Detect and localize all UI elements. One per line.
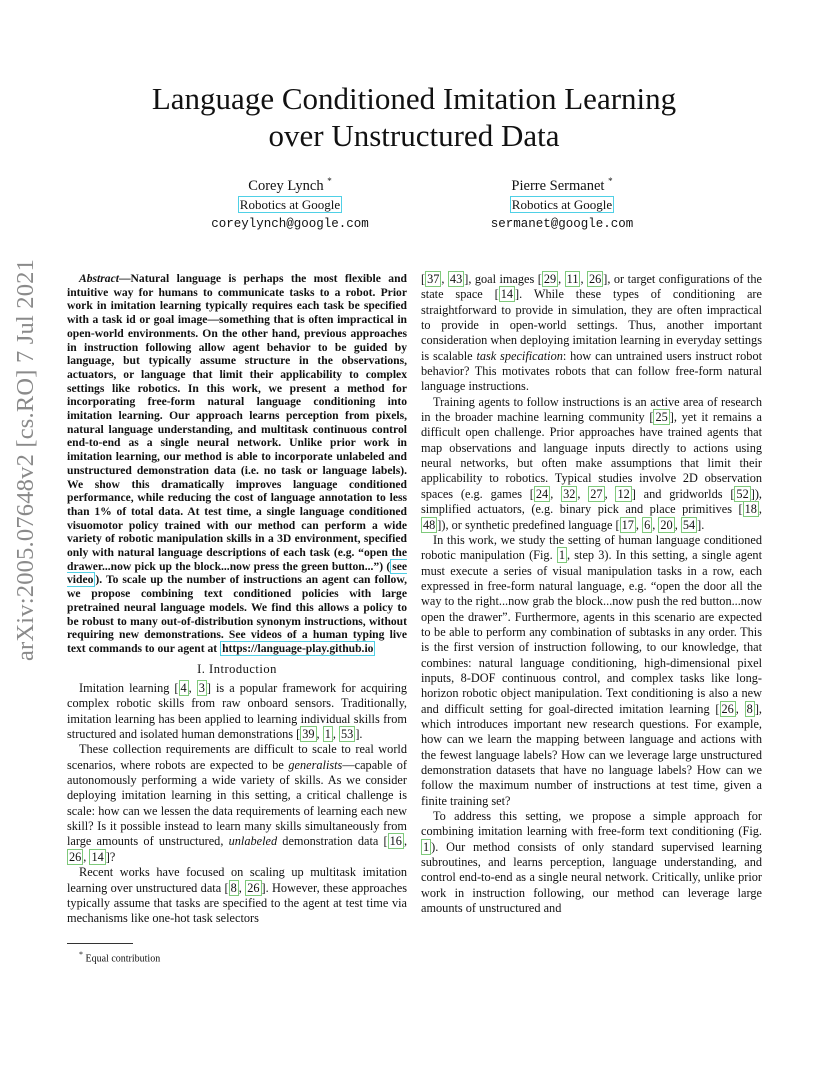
intro-paragraph-5: Training agents to follow instructions is an active area of research in the broader machine learning community [ 25 ], yet it remains a difficult open challenge. Prior approaches have trained agents that map observations and language inputs directly to actions using neural networks, but often make assumptions that limit their applicability to robotics. Typical studies involve 2D observation spaces (e.g. games [ 24 , 32 , 27 , 12 ] and gridworlds [ 52 ]), simplified actuators, (e.g. binary pick and place primitives [ 18 , 48 ]), or synthetic predefined language [ 17 , 6 , 20 , 54 ].: [421, 394, 762, 532]
intro-paragraph-7: To address this setting, we propose a simple approach for combining imitation learning with free-form text conditioning (Fig. 1 ). Our method consists of only standard supervised learning subroutines, and learns perception, language understanding, and control end-to-end as a single neural network. Critically, unlike prior work in instruction following, our method can leverage large amounts of unstructured and: [421, 809, 762, 916]
intro-paragraph-3: Recent works have focused on scaling up multitask imitation learning over unstructured data [ 8 , 26 ]. However, these approaches typically assume that tasks are specified to the agent at test time via mechanisms like one-hot task selectors: [67, 865, 407, 926]
citation-link[interactable]: 25: [655, 410, 668, 425]
title-line-1: Language Conditioned Imitation Learning: [151, 81, 677, 116]
citation-link[interactable]: 4: [180, 681, 187, 696]
author-name: Pierre Sermanet *: [511, 176, 613, 194]
citation-link[interactable]: 8: [746, 701, 753, 716]
author-email: sermanet@google.com: [490, 216, 634, 231]
citation-link[interactable]: 18: [744, 502, 757, 517]
section-heading-introduction: I. Introduction: [197, 661, 277, 676]
citation-link[interactable]: 37: [427, 272, 440, 286]
right-column: [421, 272, 762, 916]
arxiv-sidebar: [4, 200, 48, 720]
citation-link[interactable]: 24: [535, 486, 549, 501]
citation-link[interactable]: 16: [389, 834, 402, 849]
intro-paragraph-4: [ 37 , 43 ], goal images [ 29 , 11 , 26 ], or target configurations of the state space [ 14 ]. While these types of conditioning are straightforward to provide in simulation, they are often impractical to provide in open-world settings. Thus, another important consideration when deploying imitation learning in everyday settings is scalable task specification: how can untrained users instruct robot behavior? This motivates robots that can follow free-form natural language instructions.: [421, 272, 763, 394]
author-name: Corey Lynch *: [248, 176, 332, 194]
author-affiliation-link[interactable]: Robotics at Google: [239, 196, 341, 212]
author-affiliation-link[interactable]: Robotics at Google: [511, 196, 613, 212]
citation-link[interactable]: 39: [302, 727, 315, 742]
citation-link[interactable]: 12: [617, 486, 630, 501]
author-block-sermanet: [442, 172, 682, 233]
abstract: Abstract—Natural language is perhaps the most flexible and intuitive way for humans to communicate tasks to a robot. Prior work in imitation learning typically requires each task be specified with a task id or goal image—something that is often impractical in open-world environments. On the other hand, previous approaches in instruction following allow agent behavior to be guided by language, but typically assume structure in the observations, actuators, or language that limit their applicability to complex settings like robotics. In this work, we present a method for incorporating free-form natural language conditioning into imitation learning. Our approach learns perception from pixels, natural language understanding, and multitask continuous control end-to-end as a single neural network. Unlike prior work in imitation learning, our method is able to incorporate unlabeled and unstructured demonstration data (i.e. no task or language labels). We show this dramatically improves language conditioned performance, while reducing the cost of language annotation to less than 1% of total data. At test time, a single language conditioned visuomotor policy trained with our method can perform a wide variety of robotic manipulation skills in a 3D environment, specified only with natural language descriptions of each task (e.g. “open the drawer...now pick up the block...now press the green button...”) ( see video ). To scale up the number of instructions an agent can follow, we propose combining text conditioned policies with large pretrained neural language models. We find this allows a policy to be robust to many out-of-distribution synonym instructions, without requiring new demonstrations. See videos of a human typing live text commands to our agent at https://language-play.github.io: [67, 272, 407, 655]
citation-link[interactable]: 1: [324, 727, 331, 742]
citation-link[interactable]: 29: [543, 272, 557, 286]
paper-title: [100, 80, 728, 154]
citation-link[interactable]: 14: [91, 849, 104, 864]
citation-link[interactable]: 14: [500, 287, 514, 302]
citation-link[interactable]: 8: [230, 880, 237, 895]
video-link[interactable]: see video: [67, 559, 407, 587]
title-line-2: over Unstructured Data: [268, 118, 560, 153]
citation-link[interactable]: 32: [563, 486, 576, 501]
project-url-link[interactable]: https://language-play.github.io: [222, 641, 374, 655]
author-block-lynch: [170, 172, 410, 233]
intro-paragraph-6: In this work, we study the setting of human language conditioned robotic manipulation (Fig. 1 , step 3). In this setting, a single agent must execute a series of visual manipulation tasks in a row, each expressed in free-form natural language, e.g. “open the door all the way to the right...now grab the block...now push the red button...now open the drawer”. Furthermore, agents in this scenario are expected to be able to perform any combination of subtasks in any order. This is the first version of instruction following, to our knowledge, that combines: natural language conditioning, high-dimensional pixel inputs, 8-DOF continuous control, and complex tasks like long-horizon robotic object manipulation. Text conditioning is also a new and difficult setting for goal-directed imitation learning [ 26 , 8 ], which introduces important new research questions. For example, how can we learn the mapping between language and actions with the fewest language labels? How can we leverage large unstructured demonstration datasets that have no language labels? How can we follow the maximum number of instructions at test time, given a finite training set?: [421, 532, 762, 808]
author-email: coreylynch@google.com: [211, 216, 369, 231]
footnote: * Equal contribution: [79, 949, 161, 964]
citation-link[interactable]: 17: [621, 517, 634, 532]
citation-link[interactable]: 52: [736, 486, 749, 501]
citation-link[interactable]: 53: [341, 727, 354, 742]
citation-link[interactable]: 11: [566, 272, 579, 286]
citation-link[interactable]: 48: [423, 517, 436, 532]
intro-paragraph-1: Imitation learning [ 4 , 3 ] is a popular framework for acquiring complex robotic skills from raw onboard sensors. Traditionally, imitation learning has been applied to learning individual skills from structured and isolated human demonstrations [ 39 , 1 , 53 ].: [67, 681, 408, 742]
figure-link[interactable]: 1: [558, 548, 565, 563]
citation-link[interactable]: 43: [449, 272, 463, 286]
citation-link[interactable]: 26: [69, 849, 82, 864]
arxiv-identifier: arXiv:2005.07648v2 [cs.RO] 7 Jul 2021: [12, 258, 39, 662]
intro-paragraph-2: These collection requirements are difficult to scale to real world scenarios, where robots are expected to be generalists—capable of autonomously performing a wide variety of skills. As we consider deploying imitation learning in this setting, a critical challenge is scale: how can we lessen the data requirements of learning each new skill? Is it possible instead to learn many skills simultaneously from large amounts of unstructured, unlabeled demonstration data [ 16 , 26 , 14 ]?: [67, 742, 408, 864]
footnote-rule: [67, 943, 133, 944]
figure-link[interactable]: 1: [423, 839, 430, 854]
citation-link[interactable]: 3: [198, 681, 205, 696]
citation-link[interactable]: 26: [721, 701, 734, 716]
citation-link[interactable]: 6: [644, 517, 651, 532]
citation-link[interactable]: 26: [247, 880, 260, 895]
citation-link[interactable]: 27: [590, 486, 603, 501]
citation-link[interactable]: 54: [682, 517, 696, 532]
citation-link[interactable]: 26: [588, 272, 602, 286]
left-column: [67, 272, 407, 965]
citation-link[interactable]: 20: [660, 517, 673, 532]
